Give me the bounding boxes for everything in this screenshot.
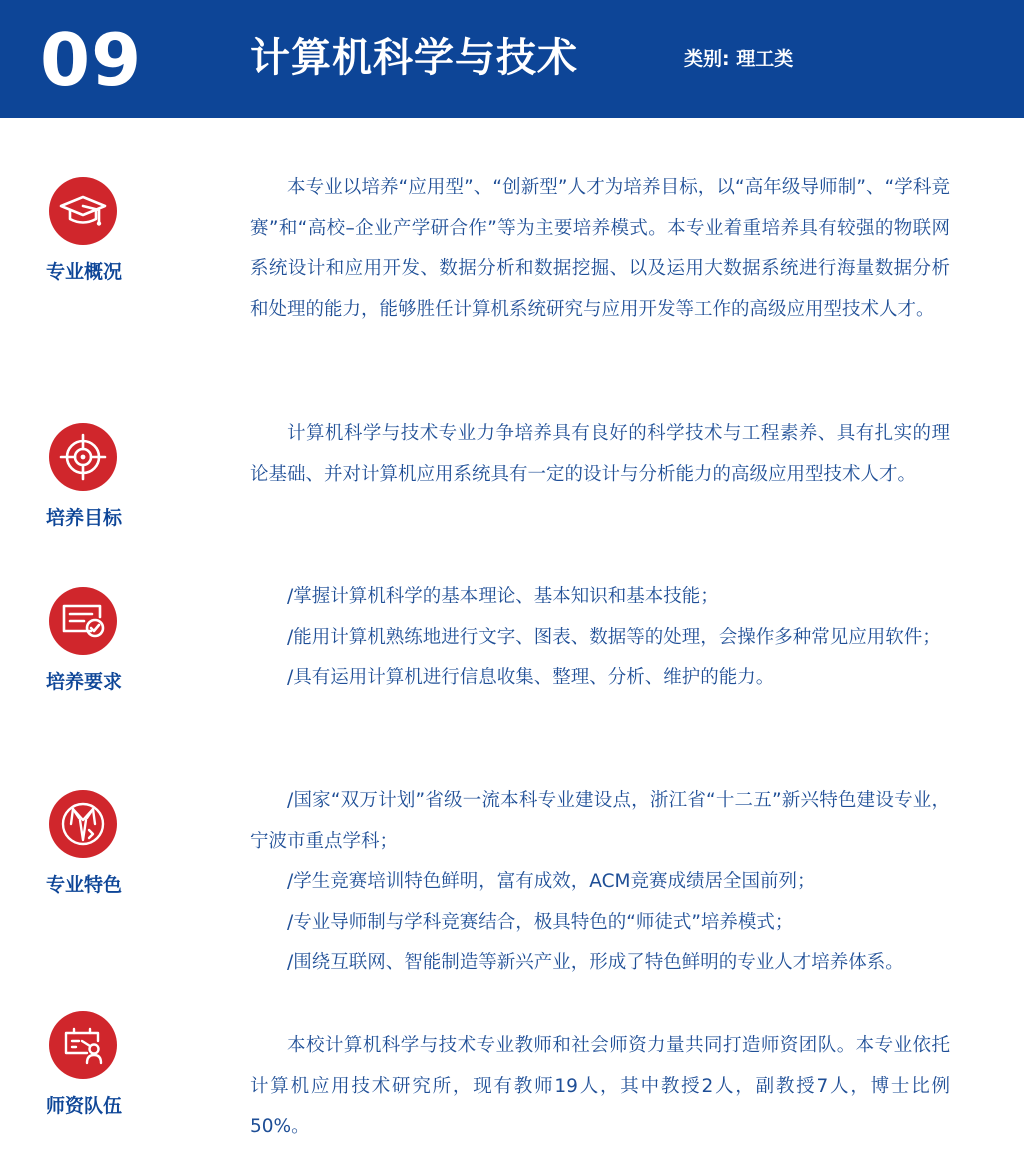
paragraph: 本校计算机科学与技术专业教师和社会师资力量共同打造师资团队。本专业依托计算机应用技术研究所，现有教师19人，其中教授2人，副教授7人，博士比例 50%。	[250, 1035, 950, 1137]
section-body	[250, 577, 950, 699]
target-icon	[49, 423, 117, 491]
shirt-tie-icon	[49, 790, 117, 858]
paragraph: /掌握计算机科学的基本理论、基本知识和基本技能；	[287, 586, 719, 607]
paragraph: /围绕互联网、智能制造等新兴产业，形成了特色鲜明的专业人才培养体系。	[287, 952, 904, 973]
paragraph: 计算机科学与技术专业力争培养具有良好的科学技术与工程素养、具有扎实的理论基础、并对计算机应用系统具有一定的设计与分析能力的高级应用型技术人才。	[250, 423, 950, 485]
checklist-icon	[49, 587, 117, 655]
section-body	[250, 168, 950, 330]
section-body	[250, 1026, 950, 1148]
major-number: 09	[40, 18, 143, 102]
section-label: 师资队伍	[45, 1095, 122, 1117]
teacher-board-icon	[49, 1011, 117, 1079]
header-banner	[0, 0, 1024, 118]
section-label: 培养目标	[45, 507, 122, 529]
paragraph: /具有运用计算机进行信息收集、整理、分析、维护的能力。	[287, 667, 775, 688]
paragraph: 本专业以培养“应用型”、“创新型”人才为培养目标，以“高年级导师制”、“学科竞赛”和“高校–企业产学研合作”等为主要培养模式。本专业着重培养具有较强的物联网系统设计和应用开发、数据分析和数据挖掘、以及运用大数据系统进行海量数据分析和处理的能力，能够胜任计算机系统研究与应用开发等工作的高级应用型技术人才。	[250, 177, 950, 320]
section-label: 专业特色	[45, 874, 122, 896]
major-title: 计算机科学与技术	[250, 35, 578, 81]
paragraph: /专业导师制与学科竞赛结合，极具特色的“师徒式”培养模式；	[287, 911, 794, 933]
graduation-cap-icon	[49, 177, 117, 245]
paragraph: /能用计算机熟练地进行文字、图表、数据等的处理，会操作多种常见应用软件；	[287, 626, 941, 648]
section-label: 培养要求	[45, 671, 122, 693]
section-body	[250, 781, 950, 984]
section-label: 专业概况	[45, 261, 122, 283]
paragraph: /国家“双万计划”省级一流本科专业建设点，浙江省“十二五”新兴特色建设专业，宁波市重点学科；	[250, 790, 950, 852]
section-body	[250, 414, 950, 495]
paragraph: /学生竞赛培训特色鲜明，富有成效，ACM竞赛成绩居全国前列；	[287, 871, 816, 892]
major-category: 类别: 理工类	[684, 48, 794, 70]
